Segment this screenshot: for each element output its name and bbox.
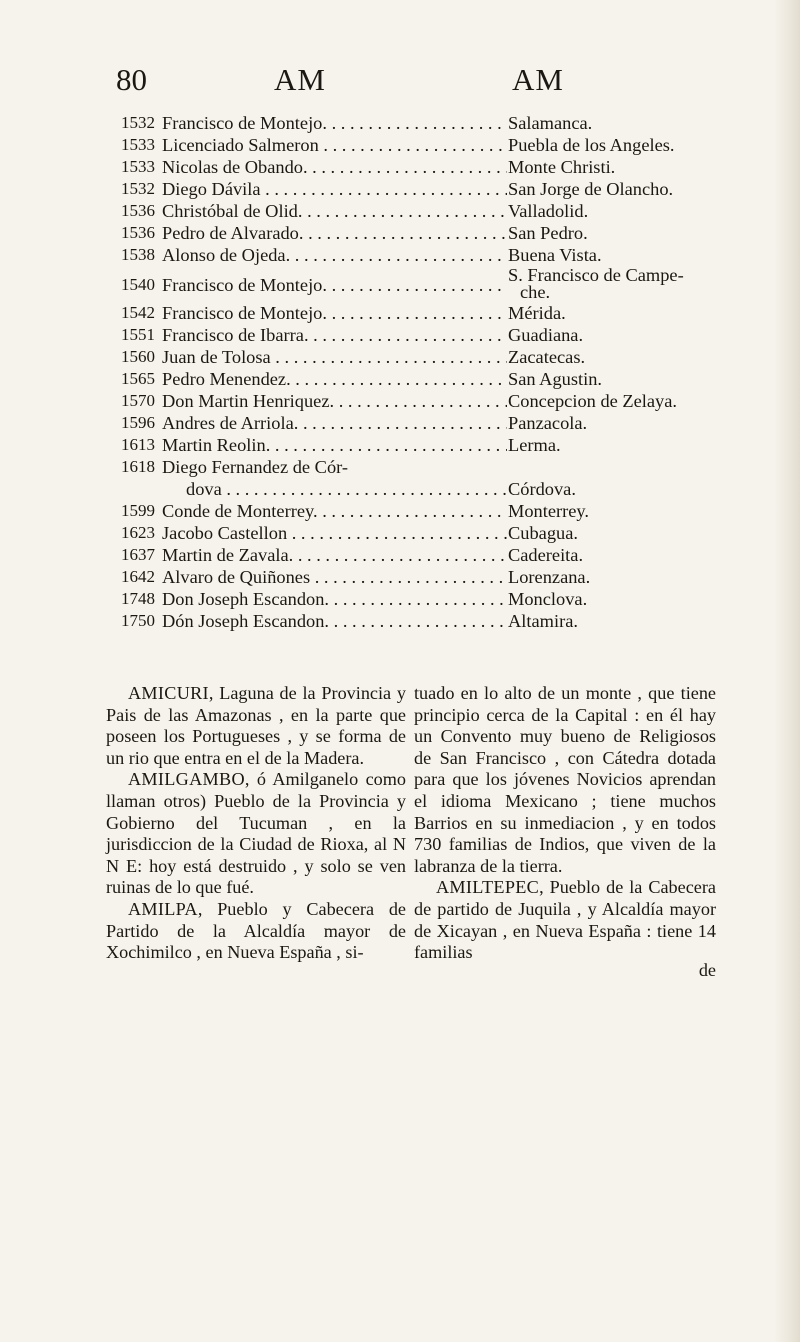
year: 1533 (121, 135, 155, 154)
year: 1532 (121, 179, 155, 198)
year: 1748 (121, 589, 155, 608)
place-line-1: S. Francisco de Campe- (508, 265, 684, 285)
governor-name: Juan de Tolosa . . . (162, 347, 507, 368)
founded-place: San Jorge de Olancho. (508, 179, 674, 199)
entry-continuation: tuado en lo alto de un monte , que tiene principio cerca de la Capital : en él hay un Convento muy bueno de Religiosos de San Francisco , con Cátedra dotada para que los jóvenes Novicios aprendan el idioma Mexicano ; tiene muchos Barrios en su inmediacion , y en todos 730 familias de Indios, que viven de la labranza de la tierra. (414, 683, 716, 876)
entry-amilpa (106, 899, 406, 964)
year: 1565 (121, 369, 155, 388)
table-row (121, 267, 800, 303)
founded-place: Altamira. (508, 611, 578, 631)
governor-name: Alonso de Ojeda. . . . (162, 245, 507, 266)
governor-name: Nicolas de Obando. . . . (162, 157, 507, 178)
table-row (121, 157, 800, 179)
governor-name: Christóbal de Olid. . . . (162, 201, 507, 222)
governor-name: Pedro de Alvarado. . . . (162, 223, 507, 244)
founded-place: Salamanca. (508, 113, 593, 133)
entry-amilgambo (106, 769, 406, 899)
founded-place: Cadereita. (508, 545, 584, 565)
entry-headword: AMILGAMBO (128, 769, 245, 790)
year: 1532 (121, 113, 155, 132)
founded-place: Córdova. (508, 479, 576, 499)
governor-name: Francisco de Montejo. . . . (162, 275, 507, 296)
governor-name: Francisco de Montejo. . . . (162, 113, 507, 134)
founded-place: Concepcion de Zelaya. (508, 391, 678, 411)
governor-name: Diego Fernandez de Cór- (162, 457, 349, 477)
founded-place: San Pedro. (508, 223, 588, 243)
year: 1538 (121, 245, 155, 264)
running-header (116, 62, 692, 102)
page-number: 80 (116, 62, 147, 97)
founded-place: Zacatecas. (508, 347, 586, 367)
founded-place: Puebla de los Angeles. (508, 135, 675, 155)
year: 1596 (121, 413, 155, 432)
year: 1599 (121, 501, 155, 520)
table-row (121, 567, 800, 589)
governors-table (121, 113, 800, 633)
governor-name: Don Joseph Escandon. . . . (162, 589, 507, 610)
table-row (121, 501, 800, 523)
table-row (121, 611, 800, 633)
year: 1540 (121, 275, 155, 294)
year: 1533 (121, 157, 155, 176)
founded-place: Monterrey. (508, 501, 590, 521)
entry-amiltepec (414, 877, 716, 963)
founded-place: Monte Christi. (508, 157, 616, 177)
governor-name: Don Martin Henriquez. . . . (162, 391, 507, 412)
table-row (121, 223, 800, 245)
table-row (121, 201, 800, 223)
table-row (121, 391, 800, 413)
table-row (121, 369, 800, 391)
entry-text: , Pueblo y Cabecera de Partido de la Alcaldía mayor de Xochimilco , en Nueva España , si- (106, 898, 406, 963)
year: 1570 (121, 391, 155, 410)
founded-place: Buena Vista. (508, 245, 602, 265)
governor-name: Andres de Arriola. . . . (162, 413, 507, 434)
founded-place: Guadiana. (508, 325, 584, 345)
year: 1560 (121, 347, 155, 366)
year: 1623 (121, 523, 155, 542)
governor-name: Francisco de Montejo. . . . (162, 303, 507, 324)
governor-name: Martin Reolin. . . . (162, 435, 507, 456)
founded-place: Valladolid. (508, 201, 589, 221)
entry-text: , ó Amilganelo como llaman otros) Pueblo de la Provincia y Gobierno del Tucuman , en la jurisdiccion de la Ciudad de Rioxa, al N N E: hoy está destruido , y solo se ven ruinas de lo que fué. (106, 769, 406, 898)
table-row (121, 413, 800, 435)
table-row (121, 303, 800, 325)
year: 1551 (121, 325, 155, 344)
year: 1637 (121, 545, 155, 564)
year: 1642 (121, 567, 155, 586)
table-row (121, 179, 800, 201)
governor-name: Pedro Menendez. . . . (162, 369, 507, 390)
governor-name: Dón Joseph Escandon. . . . (162, 611, 507, 632)
governor-name: Alvaro de Quiñones . . . (162, 567, 507, 588)
founded-place: Mérida. (508, 303, 566, 323)
year: 1618 (121, 457, 155, 476)
governor-name: Francisco de Ibarra. . . . (162, 325, 507, 346)
table-row (121, 325, 800, 347)
year: 1542 (121, 303, 155, 322)
governor-name: Martin de Zavala. . . . (162, 545, 507, 566)
table-row (121, 589, 800, 611)
left-heading: AM (274, 62, 326, 97)
founded-place (508, 267, 684, 301)
left-column (106, 683, 406, 964)
founded-place: Monclova. (508, 589, 588, 609)
year: 1613 (121, 435, 155, 454)
governor-name: Diego Dávila . . . (162, 179, 507, 200)
catchword: de (698, 959, 716, 980)
year: 1536 (121, 223, 155, 242)
founded-place: Cubagua. (508, 523, 578, 543)
year: 1536 (121, 201, 155, 220)
governor-name: Conde de Monterrey. . . . (162, 501, 507, 522)
entry-text: , Laguna de la Provincia y Pais de las Amazonas , en la parte que poseen los Portugueses , y se forma de un rio que entra en el de la Madera. (106, 683, 406, 768)
entry-headword: AMILPA (128, 898, 198, 919)
founded-place: Panzacola. (508, 413, 588, 433)
year: 1750 (121, 611, 155, 630)
governor-name-continued: dova . . . (186, 479, 507, 500)
right-column (414, 683, 716, 981)
table-row (121, 545, 800, 567)
governor-name: Licenciado Salmeron . . . (162, 135, 507, 156)
entry-headword: AMICURI (128, 683, 209, 703)
table-row (121, 435, 800, 457)
right-heading: AM (512, 62, 564, 97)
entry-headword: AMILTEPEC (436, 877, 540, 898)
founded-place: Lerma. (508, 435, 561, 455)
governor-name: Jacobo Castellon . . . (162, 523, 507, 544)
entry-text: , Pueblo de la Cabecera de partido de Juquila , y Alcaldía mayor de Xicayan , en Nueva España : tiene 14 familias (414, 877, 716, 963)
place-line-2: che. (520, 282, 551, 302)
founded-place: San Agustin. (508, 369, 603, 389)
table-row (121, 135, 800, 157)
table-row (121, 457, 800, 501)
table-row (121, 523, 800, 545)
table-row (121, 347, 800, 369)
founded-place: Lorenzana. (508, 567, 591, 587)
table-row (121, 113, 800, 135)
table-row (121, 245, 800, 267)
entry-amicuri (106, 683, 406, 769)
